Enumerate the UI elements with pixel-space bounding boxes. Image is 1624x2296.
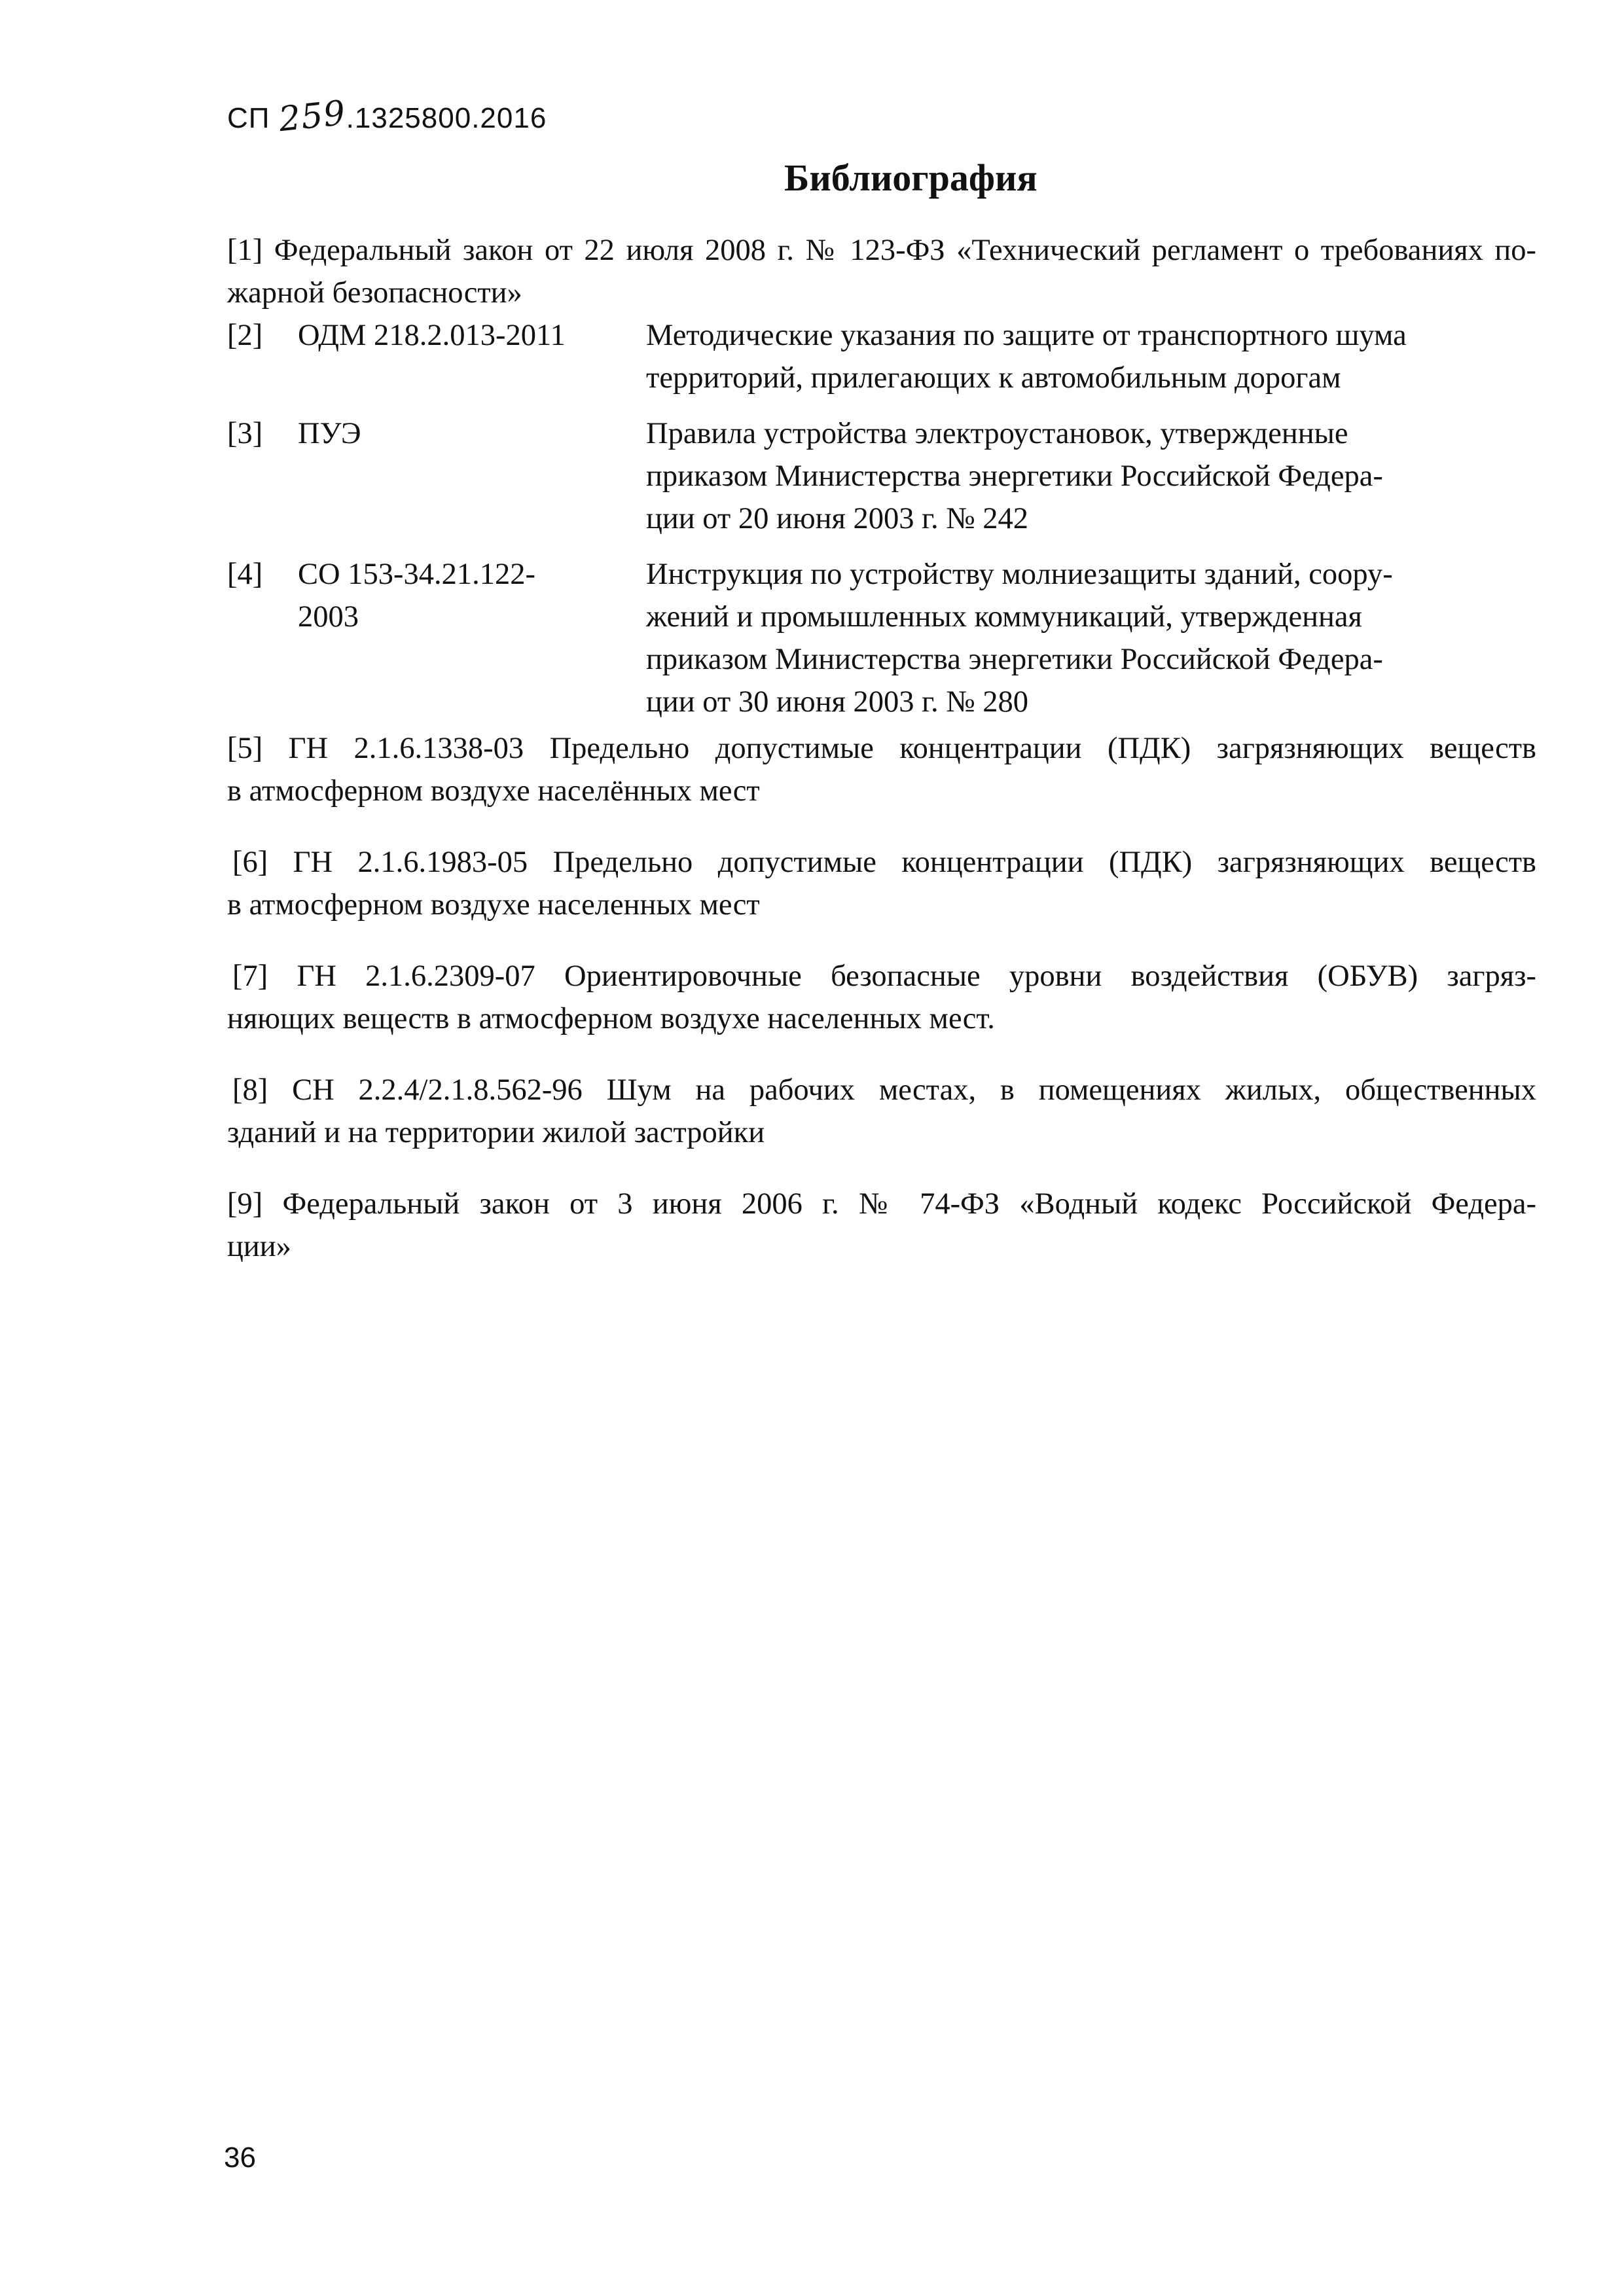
- entry-number: [4]: [227, 558, 263, 591]
- bibliography-entry-3: [227, 412, 1536, 540]
- bibliography-entry-7: [227, 955, 1536, 1040]
- entry-number: [2]: [227, 319, 263, 352]
- entry-line: [6] ГН 2.1.6.1983-05 Предельно допустимые концентрации (ПДК) загрязняющих веществ: [232, 846, 1536, 879]
- entry-code: ОДМ 218.2.013-2011: [298, 319, 566, 352]
- description-line: ции от 30 июня 2003 г. № 280: [646, 685, 1028, 719]
- entry-line: в атмосферном воздухе населённых мест: [227, 774, 760, 808]
- entry-description: [646, 553, 1477, 723]
- page-number: 36: [224, 2142, 256, 2174]
- description-line: приказом Министерства энергетики Российской Федера-: [646, 459, 1383, 493]
- code-line: СО 153-34.21.122-: [298, 558, 535, 591]
- description-line: Правила устройства электроустановок, утвержденные: [646, 417, 1348, 450]
- entry-line: [5] ГН 2.1.6.1338-03 Предельно допустимые концентрации (ПДК) загрязняющих веществ: [227, 732, 1536, 765]
- code-prefix: СП: [227, 102, 270, 134]
- bibliography-entry-2: [227, 314, 1536, 399]
- entry-description: [646, 412, 1477, 540]
- code-line: 2003: [298, 600, 359, 634]
- description-line: ции от 20 июня 2003 г. № 242: [646, 502, 1028, 535]
- description-line: Методические указания по защите от транспортного шума: [646, 319, 1407, 352]
- entry-line: ции»: [227, 1230, 291, 1263]
- entry-code: [298, 553, 646, 638]
- entry-line: [8] СН 2.2.4/2.1.8.562-96 Шум на рабочих местах, в помещениях жилых, общественных: [232, 1073, 1536, 1107]
- description-line: Инструкция по устройству молниезащиты зданий, соору-: [646, 558, 1393, 591]
- entry-code: ПУЭ: [298, 417, 361, 450]
- page-title: Библиография: [784, 156, 1038, 199]
- bibliography-entry-9: [227, 1183, 1536, 1268]
- entry-line: [7] ГН 2.1.6.2309-07 Ориентировочные безопасные уровни воздействия (ОБУВ) загряз-: [232, 960, 1536, 993]
- bibliography-entry-1: [227, 229, 1536, 314]
- description-line: жений и промышленных коммуникаций, утвержденная: [646, 600, 1362, 634]
- description-line: приказом Министерства энергетики Российской Федера-: [646, 643, 1383, 676]
- bibliography-entry-5: [227, 727, 1536, 812]
- description-line: территорий, прилегающих к автомобильным дорогам: [646, 361, 1341, 395]
- entry-number: [3]: [227, 417, 263, 450]
- entry-line: зданий и на территории жилой застройки: [227, 1116, 765, 1149]
- bibliography-list: [227, 229, 1536, 1268]
- entry-line: [1] Федеральный закон от 22 июля 2008 г. № 123-ФЗ «Технический регламент о требованиях по-: [227, 234, 1536, 267]
- bibliography-entry-8: [227, 1069, 1536, 1154]
- entry-description: [646, 314, 1477, 399]
- entry-line: [9] Федеральный закон от 3 июня 2006 г. № 74-ФЗ «Водный кодекс Российской Федера-: [227, 1187, 1536, 1221]
- entry-line: няющих веществ в атмосферном воздухе населенных мест.: [227, 1002, 995, 1035]
- code-suffix: .1325800.2016: [346, 102, 547, 134]
- document-code: [227, 93, 547, 140]
- entry-line: в атмосферном воздухе населенных мест: [227, 888, 760, 922]
- handwritten-number: 259: [277, 93, 348, 140]
- bibliography-entry-6: [227, 841, 1536, 926]
- entry-line: жарной безопасности»: [227, 276, 522, 310]
- bibliography-entry-4: [227, 553, 1536, 723]
